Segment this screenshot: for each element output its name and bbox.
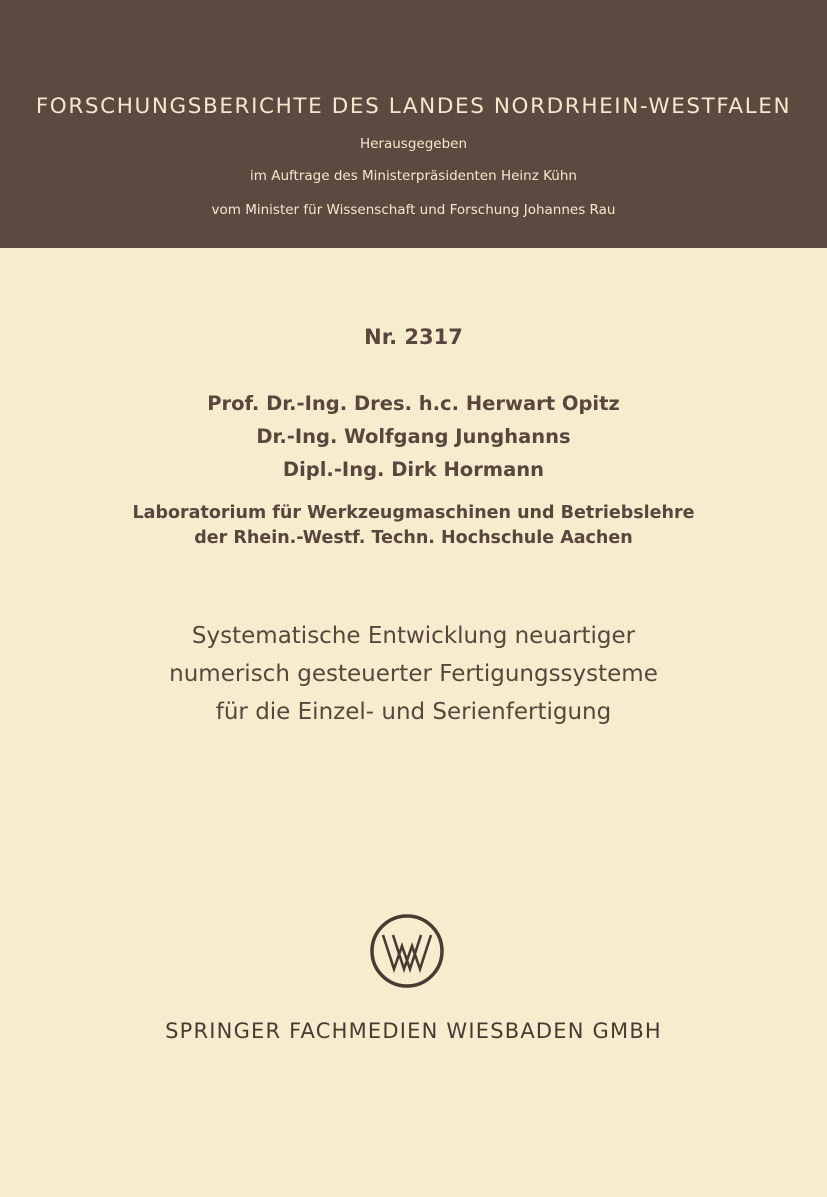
publisher-w-logo-icon	[369, 913, 445, 989]
series-title: FORSCHUNGSBERICHTE DES LANDES NORDRHEIN-WESTFALEN	[35, 94, 792, 119]
title-line-2: numerisch gesteuerter Fertigungssysteme	[169, 661, 658, 687]
author-1: Prof. Dr.-Ing. Dres. h.c. Herwart Opitz	[207, 392, 620, 415]
institution-line-2: der Rhein.-Westf. Techn. Hochschule Aachen	[194, 528, 633, 548]
on-behalf-line: im Auftrage des Ministerpräsidenten Heinz Kühn	[250, 168, 577, 184]
institution-line-1: Laboratorium für Werkzeugmaschinen und Betriebslehre	[132, 503, 695, 523]
minister-line: vom Minister für Wissenschaft und Forschung Johannes Rau	[211, 202, 616, 218]
header-band	[0, 0, 827, 248]
report-number: Nr. 2317	[364, 325, 463, 349]
author-3: Dipl.-Ing. Dirk Hormann	[282, 458, 545, 481]
author-2: Dr.-Ing. Wolfgang Junghanns	[256, 425, 571, 448]
title-line-3: für die Einzel- und Serienfertigung	[215, 699, 612, 725]
publisher-name: SPRINGER FACHMEDIEN WIESBADEN GMBH	[165, 1019, 662, 1043]
published-by: Herausgegeben	[359, 136, 468, 152]
title-line-1: Systematische Entwicklung neuartiger	[191, 623, 636, 649]
